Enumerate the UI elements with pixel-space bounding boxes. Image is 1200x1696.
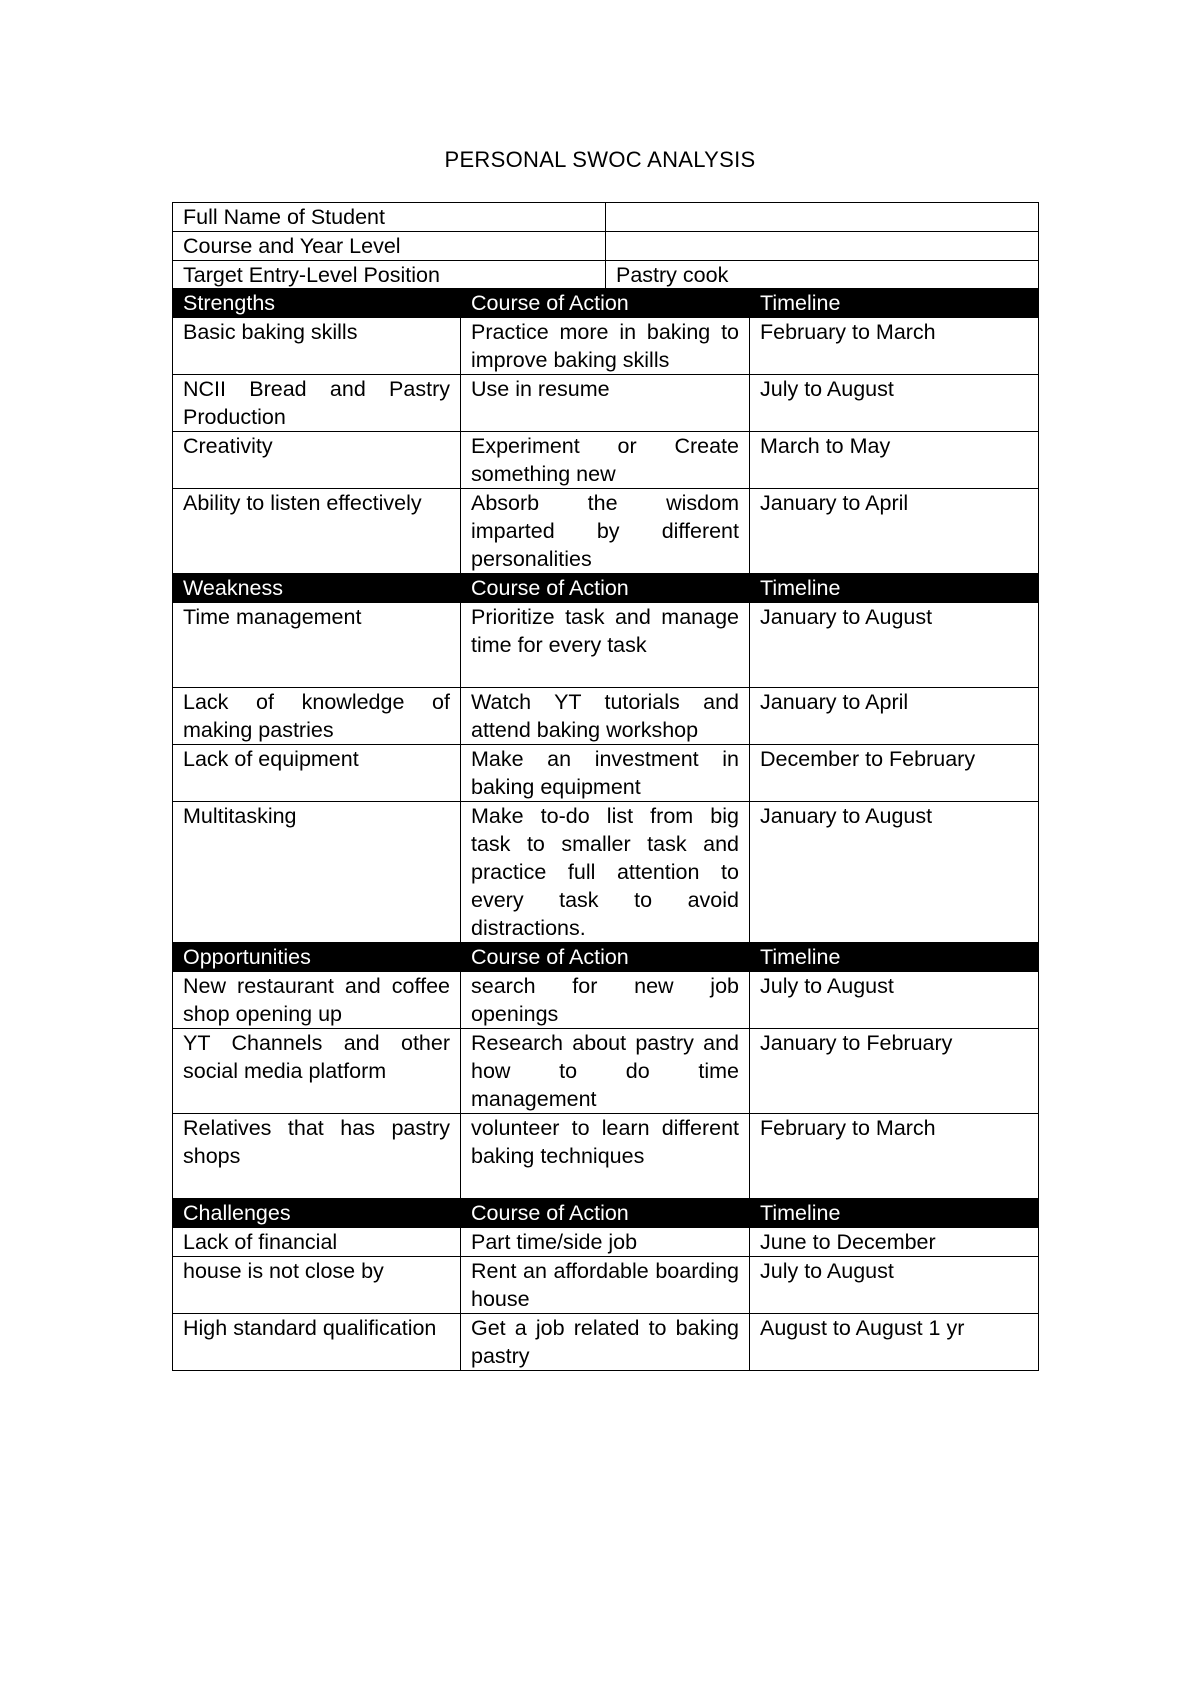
column-header-timeline: Timeline: [750, 1199, 1039, 1228]
item-cell: Multitasking: [173, 802, 461, 943]
section-header-opportunities: [173, 943, 1039, 972]
timeline-cell: July to August: [750, 972, 1039, 1029]
column-header-timeline: Timeline: [750, 574, 1039, 603]
action-cell: Research about pastry and how to do time management: [461, 1029, 750, 1114]
column-header-action: Course of Action: [461, 289, 750, 318]
timeline-cell: August to August 1 yr: [750, 1314, 1039, 1371]
table-row: [173, 603, 1039, 688]
action-cell: search for new job openings: [461, 972, 750, 1029]
timeline-cell: January to April: [750, 489, 1039, 574]
section-header-challenges: [173, 1199, 1039, 1228]
table-row: [173, 375, 1039, 432]
action-cell: Use in resume: [461, 375, 750, 432]
action-cell: Absorb the wisdom imparted by different personalities: [461, 489, 750, 574]
item-cell: Time management: [173, 603, 461, 688]
timeline-cell: January to February: [750, 1029, 1039, 1114]
info-label: Full Name of Student: [173, 203, 606, 232]
section-title: Challenges: [173, 1199, 461, 1228]
info-value: [606, 203, 1039, 232]
action-cell: Prioritize task and manage time for every task: [461, 603, 750, 688]
item-cell: Lack of financial: [173, 1228, 461, 1257]
info-label: Target Entry-Level Position: [173, 261, 606, 290]
timeline-cell: December to February: [750, 745, 1039, 802]
action-cell: Make an investment in baking equipment: [461, 745, 750, 802]
item-cell: NCII Bread and Pastry Production: [173, 375, 461, 432]
section-title: Opportunities: [173, 943, 461, 972]
table-row: [173, 432, 1039, 489]
item-cell: New restaurant and coffee shop opening up: [173, 972, 461, 1029]
student-info-table: [172, 202, 1039, 290]
timeline-cell: March to May: [750, 432, 1039, 489]
column-header-action: Course of Action: [461, 943, 750, 972]
action-cell: Get a job related to baking pastry: [461, 1314, 750, 1371]
info-row-target-position: [173, 261, 1039, 290]
info-label: Course and Year Level: [173, 232, 606, 261]
info-value: Pastry cook: [606, 261, 1039, 290]
timeline-cell: February to March: [750, 1114, 1039, 1199]
table-row: [173, 1257, 1039, 1314]
action-cell: volunteer to learn different baking techniques: [461, 1114, 750, 1199]
item-cell: Lack of knowledge of making pastries: [173, 688, 461, 745]
table-row: [173, 318, 1039, 375]
table-row: [173, 1228, 1039, 1257]
timeline-cell: January to August: [750, 603, 1039, 688]
table-row: [173, 1029, 1039, 1114]
timeline-cell: January to April: [750, 688, 1039, 745]
timeline-cell: January to August: [750, 802, 1039, 943]
item-cell: Basic baking skills: [173, 318, 461, 375]
item-cell: Ability to listen effectively: [173, 489, 461, 574]
info-row-full-name: [173, 203, 1039, 232]
timeline-cell: July to August: [750, 375, 1039, 432]
item-cell: house is not close by: [173, 1257, 461, 1314]
timeline-cell: July to August: [750, 1257, 1039, 1314]
table-row: [173, 688, 1039, 745]
action-cell: Make to-do list from big task to smaller task and practice full attention to every task to avoid distractions.: [461, 802, 750, 943]
item-cell: Relatives that has pastry shops: [173, 1114, 461, 1199]
item-cell: Creativity: [173, 432, 461, 489]
item-cell: YT Channels and other social media platform: [173, 1029, 461, 1114]
action-cell: Part time/side job: [461, 1228, 750, 1257]
action-cell: Practice more in baking to improve baking skills: [461, 318, 750, 375]
table-row: [173, 972, 1039, 1029]
column-header-action: Course of Action: [461, 574, 750, 603]
table-row: [173, 802, 1039, 943]
info-row-course-year: [173, 232, 1039, 261]
section-title: Weakness: [173, 574, 461, 603]
section-header-strengths: [173, 289, 1039, 318]
table-row: [173, 1314, 1039, 1371]
action-cell: Watch YT tutorials and attend baking workshop: [461, 688, 750, 745]
action-cell: Rent an affordable boarding house: [461, 1257, 750, 1314]
swoc-table: [172, 288, 1039, 1371]
action-cell: Experiment or Create something new: [461, 432, 750, 489]
item-cell: High standard qualification: [173, 1314, 461, 1371]
column-header-timeline: Timeline: [750, 943, 1039, 972]
column-header-action: Course of Action: [461, 1199, 750, 1228]
table-row: [173, 745, 1039, 802]
timeline-cell: February to March: [750, 318, 1039, 375]
document-title: PERSONAL SWOC ANALYSIS: [444, 147, 756, 172]
timeline-cell: June to December: [750, 1228, 1039, 1257]
section-title: Strengths: [173, 289, 461, 318]
info-value: [606, 232, 1039, 261]
table-row: [173, 1114, 1039, 1199]
section-header-weakness: [173, 574, 1039, 603]
item-cell: Lack of equipment: [173, 745, 461, 802]
table-row: [173, 489, 1039, 574]
column-header-timeline: Timeline: [750, 289, 1039, 318]
